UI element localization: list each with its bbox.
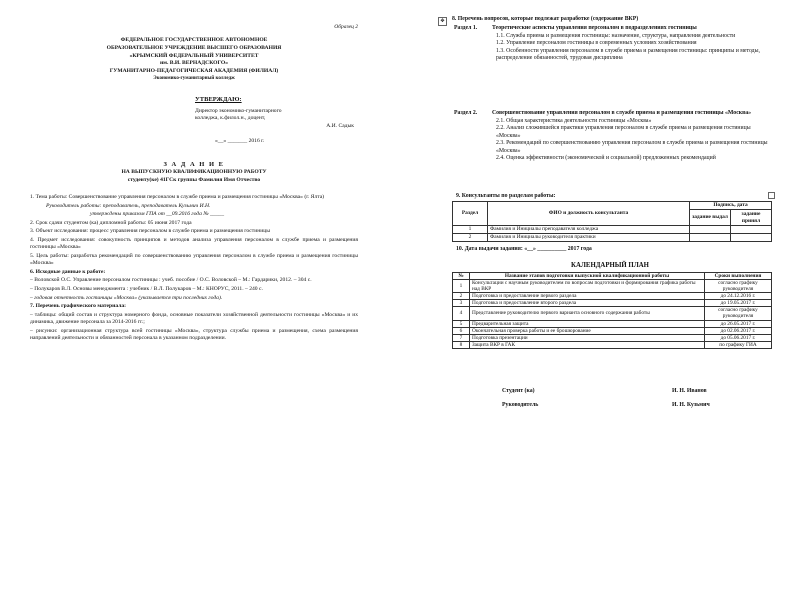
task-item: 1. Тема работы: Совершенствование управления персоналом в службе приема и размещения гостиницы «Москва» (г. Ялта) [30,194,325,200]
section-sub: 2.2. Анализ сложившейся практики управления персоналом в службе приема и размещения гостиницы «Москва» [496,125,751,139]
org-line: Экономико-гуманитарный колледж [153,76,235,81]
table-row [453,307,772,320]
org-line: ГУМАНИТАРНО-ПЕДАГОГИЧЕСКАЯ АКАДЕМИЯ (ФИЛИАЛ) [109,68,279,74]
org-line: им. В.И. ВЕРНАДСКОГО» [159,60,229,66]
col-header: задание выдал [690,210,731,226]
approve-signer: А.И. Садык [326,122,354,129]
col-header: Подпись, дата [690,202,772,210]
org-line: «КРЫМСКИЙ ФЕДЕРАЛЬНЫЙ УНИВЕРСИТЕТ [129,53,259,59]
table-cell: до 24.12.2016 г. [705,293,772,300]
table-row [453,280,772,293]
section-sub: 1.3. Особенности управления персоналом в службе приема и размещения гостиницы: принципы и методы, распределение обязанностей, трудовая дисциплина [496,47,760,62]
table-cell: 5 [453,320,470,327]
table-cell: Окончательная проверка работы и ее брошюрование [470,327,705,334]
table-cell: 2 [453,234,488,242]
table-cell [731,226,772,234]
task-item: – таблицы: общий состав и структура номерного фонда, основные показатели хозяйственной деятельности гостиницы «Москва» и их динамика, движение персонала за 2014-2016 гг.; [30,311,358,326]
left-page [30,0,358,430]
table-cell: Подготовка и предоставление первого раздела [470,293,705,300]
section-title: Теоретические аспекты управления персоналом в подразделениях гостиницы [492,25,697,31]
task-item: 7. Перечень графического материала: [30,303,127,310]
resize-handle-icon[interactable] [768,192,775,199]
move-handle-icon[interactable]: ✥ [438,17,447,26]
section-sub: 2.4. Оценка эффективности (экономической и социальной) предложенных рекомендаций [496,155,716,162]
task-item: – Воловской О.С. Управление персоналом гостиницы : учеб. пособие / О.С. Воловской – М.: Гардарики, 2012. – 304 с. [30,277,312,284]
table-cell: 1 [453,226,488,234]
table-cell: по графику ГИА [705,341,772,348]
table-cell: Подготовка презентации [470,334,705,341]
approve-line: колледжа, к.филол.н., доцент, [195,115,266,122]
task-items [30,194,358,344]
col-header: ФИО и должность консультанта [488,202,690,226]
signature-role: Студент (ка) [502,388,535,394]
consult-heading: 9. Консультанты по разделам работы: [456,193,556,199]
issue-date: 10. Дата выдачи задания: «__» __________ 2017 года [456,246,592,252]
table-cell: согласно графику руководителя [705,280,772,293]
plan-title: КАЛЕНДАРНЫЙ ПЛАН [571,262,649,269]
task-item: утверждены приказом ГПА от __09.2016 года № _____ [90,211,224,218]
task-item: – Полукаров В.Л. Основы менеджмента : учебник / В.Л. Полукаров – М.: КНОРУС, 2011. – 240 с. [30,286,263,293]
table-cell: согласно графику руководителя [705,307,772,320]
table-cell: Защита ВКР в ГАК [470,341,705,348]
section-label: Раздел 1. [454,25,478,31]
task-item: 4. Предмет исследования: совокупность принципов и методов анализа управления персоналом в службе приема и размещения гостиницы «Москва» [30,236,358,251]
table-cell: до 05.06.2017 г. [705,334,772,341]
table-row [453,320,772,327]
section-label: Раздел 2. [454,110,478,116]
section-sub: 1.2. Управление персоналом гостиницы в современных условиях хозяйствования [496,40,697,47]
org-line: ОБРАЗОВАТЕЛЬНОЕ УЧРЕЖДЕНИЕ ВЫСШЕГО ОБРАЗОВАНИЯ [106,45,282,51]
task-item: 2. Срок сдачи студентом (ка) дипломной работы: 05 июня 2017 года [30,219,192,226]
table-row [453,341,772,348]
approve-line: Директор экономико-гуманитарного [195,107,282,114]
table-cell: 7 [453,334,470,341]
table-cell: 4 [453,307,470,320]
task-subtitle: НА ВЫПУСКНУЮ КВАЛИФИКАЦИОННУЮ РАБОТУ [121,169,267,175]
consult-table [452,201,772,242]
col-header: № [453,273,470,280]
section-2 [454,110,774,163]
section-sub: 2.3. Рекомендаций по совершенствованию управления персоналом в службе приема и размещения гостиницы «Москва» [496,140,768,154]
table-cell: Консультации с научным руководителем по вопросам подготовки и формирования графика работы над ВКР [470,280,705,293]
task-item: – рисунки: организационная структура всей гостиницы «Москва», структура службы приема и размещения, схема размещения направлений деятельности и обязанностей персонала в указанном подразделении. [30,327,358,342]
table-row [453,226,772,234]
task-item: Руководитель работы: преподаватель, преподаватель Кузьмич И.Н. [46,202,211,209]
student-line: студенту(ке) 41ГСк группы Фамилия Имя Отчество [127,177,261,183]
table-cell: до 02.06.2017 г. [705,327,772,334]
questions-heading: 8. Перечень вопросов, которые подлежат разработке (содержание ВКР) [452,16,639,22]
table-cell: Подготовка и предоставление второго раздела [470,300,705,307]
signature-role: Руководитель [502,402,539,408]
task-item: – годовая отчетность гостиницы «Москва» (указывается три последних года). [30,294,223,301]
section-title: Совершенствование управления персоналом в службе приема и размещения гостиницы «Москва» [492,110,752,116]
col-header: Раздел [453,202,488,226]
table-row [453,334,772,341]
task-item: 3. Объект исследования: процесс управления персоналом в службе приема и размещения гостиницы [30,228,270,235]
table-cell [690,234,731,242]
section-1 [454,25,774,63]
table-cell: 3 [453,300,470,307]
signature-name: И. Н. Кузьмич [672,402,710,408]
table-cell: Предварительная защита [470,320,705,327]
col-header: Название этапов подготовки выпускной квалификационной работы [470,273,705,280]
table-cell: Фамилия и Инициалы преподавателя колледжа [488,226,690,234]
table-cell: Представление руководителю первого варианта основного содержания работы [470,307,705,320]
table-cell [690,226,731,234]
table-cell: до 19.05.2017 г. [705,300,772,307]
section-sub: 1.1. Служба приема и размещения гостиницы: назначение, структура, направления деятельности [496,32,736,39]
table-row [453,293,772,300]
signature-name: И. Н. Иванов [672,388,707,394]
table-row [453,327,772,334]
table-cell [731,234,772,242]
approve-date: «__» _______ 2016 г. [215,138,265,145]
section-sub: 2.1. Общая характеристика деятельности гостиницы «Москва» [496,117,652,124]
task-item: 5. Цель работы: разработка рекомендаций по совершенствованию управления персоналом в службе приема и размещения гостиницы «Москва» [30,252,358,267]
table-cell: 8 [453,341,470,348]
table-row [453,234,772,242]
table-cell: 6 [453,327,470,334]
approve-block [195,96,358,146]
table-cell: до 26.05.2017 г. [705,320,772,327]
plan-table [452,272,772,349]
table-cell: 1 [453,280,470,293]
right-page [442,0,778,440]
task-title: З А Д А Н И Е [163,161,225,168]
approve-title: УТВЕРЖДАЮ: [195,96,242,103]
table-row [453,300,772,307]
task-item: 6. Исходные данные к работе: [30,268,106,275]
col-header: задание принял [731,210,772,226]
table-cell: Фамилия и Инициалы руководителя практики [488,234,690,242]
appendix-label: Образец 2 [334,24,358,30]
table-cell: 2 [453,293,470,300]
org-line: ФЕДЕРАЛЬНОЕ ГОСУДАРСТВЕННОЕ АВТОНОМНОЕ [120,37,268,43]
col-header: Сроки выполнения [705,273,772,280]
